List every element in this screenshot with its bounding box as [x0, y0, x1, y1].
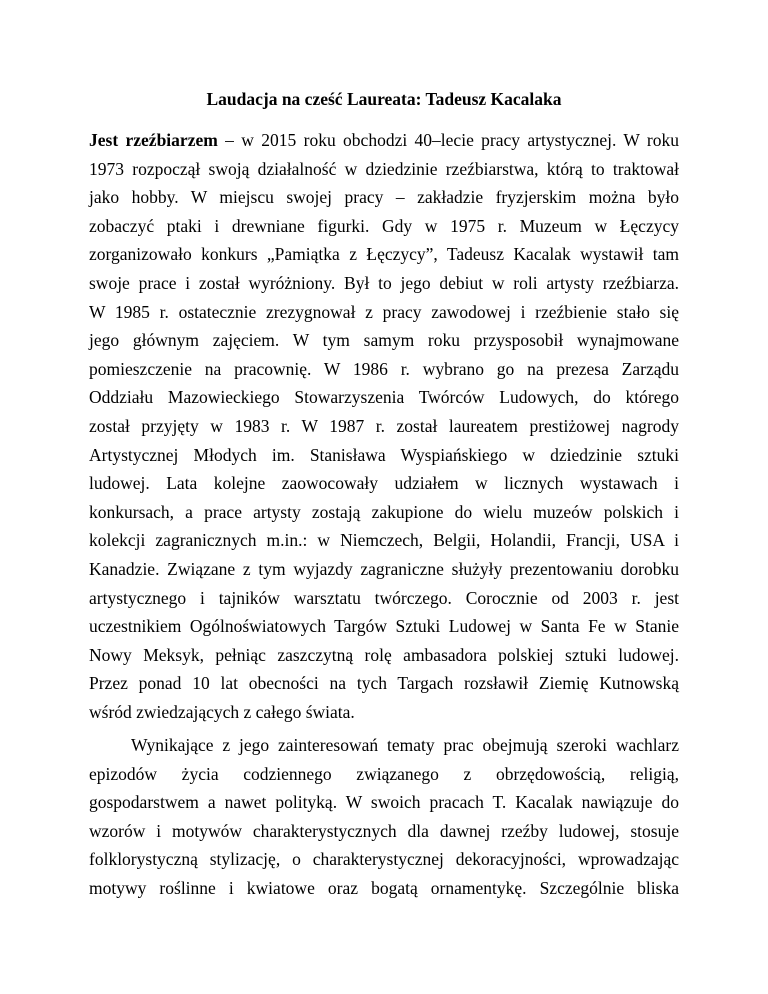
paragraph-line: motywy roślinne i kwiatowe oraz bogatą ornamentykę. Szczególnie bliska: [89, 877, 679, 898]
paragraph-1: [89, 126, 679, 726]
paragraph-line: W 1985 r. ostatecznie zrezygnował z pracy zawodowej i rzeźbienie stało się: [89, 301, 679, 322]
paragraph-line: 1973 rozpoczął swoją działalność w dziedzinie rzeźbiarstwa, którą to traktował: [89, 158, 679, 179]
paragraph-line: jako hobby. W miejscu swojej pracy – zakładzie fryzjerskim można było: [89, 187, 679, 208]
paragraph-line: ludowej. Lata kolejne zaowocowały udziałem w licznych wystawach i: [89, 473, 679, 494]
paragraph-line: zobaczyć ptaki i drewniane figurki. Gdy w 1975 r. Muzeum w Łęczycy: [89, 215, 679, 236]
paragraph-line: artystycznego i tajników warsztatu twórczego. Corocznie od 2003 r. jest: [89, 587, 679, 608]
paragraph-line: został przyjęty w 1983 r. W 1987 r. został laureatem prestiżowej nagrody: [89, 415, 679, 436]
paragraph-line: Oddziału Mazowieckiego Stowarzyszenia Twórców Ludowych, do którego: [89, 387, 679, 408]
paragraph-line: Przez ponad 10 lat obecności na tych Targach rozsławił Ziemię Kutnowską: [89, 673, 679, 694]
paragraph-line: Nowy Meksyk, pełniąc zaszczytną rolę ambasadora polskiej sztuki ludowej.: [89, 644, 679, 665]
paragraph-line: konkursach, a prace artysty zostają zakupione do wielu muzeów polskich i: [89, 501, 679, 522]
paragraph-line: zorganizowało konkurs „Pamiątka z Łęczycy”, Tadeusz Kacalak wystawił tam: [89, 244, 679, 265]
document-title: Laudacja na cześć Laureata: Tadeusz Kacalaka: [206, 89, 562, 109]
paragraph-2: [89, 731, 679, 903]
lead-phrase: Jest rzeźbiarzem: [89, 130, 218, 150]
paragraph-line: jego głównym zajęciem. W tym samym roku przysposobił wynajmowane: [89, 330, 679, 351]
paragraph-line: wśród zwiedzających z całego świata.: [89, 701, 355, 722]
paragraph-line: Wynikające z jego zainteresowań tematy prac obejmują szeroki wachlarz: [131, 735, 679, 755]
paragraph-line: Jest rzeźbiarzem – w 2015 roku obchodzi 40–lecie pracy artystycznej. W roku: [89, 130, 679, 150]
paragraph-line: epizodów życia codziennego związanego z obrzędowością, religią,: [89, 763, 679, 784]
paragraph-line: uczestnikiem Ogólnoświatowych Targów Sztuki Ludowej w Santa Fe w Stanie: [89, 616, 679, 637]
paragraph-line: kolekcji zagranicznych m.in.: w Niemczech, Belgii, Holandii, Francji, USA i: [89, 530, 679, 551]
paragraph-line: Artystycznej Młodych im. Stanisława Wyspiańskiego w dziedzinie sztuki: [89, 444, 679, 465]
paragraph-line: pomieszczenie na pracownię. W 1986 r. wybrano go na prezesa Zarządu: [89, 358, 679, 379]
paragraph-line: swoje prace i został wyróżniony. Był to jego debiut w roli artysty rzeźbiarza.: [89, 272, 679, 293]
paragraph-line: Kanadzie. Związane z tym wyjazdy zagraniczne służyły prezentowaniu dorobku: [89, 558, 679, 579]
paragraph-line: folklorystyczną stylizację, o charakterystycznej dekoracyjności, wprowadzając: [89, 849, 679, 870]
paragraph-line: gospodarstwem a nawet polityką. W swoich pracach T. Kacalak nawiązuje do: [89, 792, 679, 813]
paragraph-line: wzorów i motywów charakterystycznych dla dawnej rzeźby ludowej, stosuje: [89, 820, 679, 841]
